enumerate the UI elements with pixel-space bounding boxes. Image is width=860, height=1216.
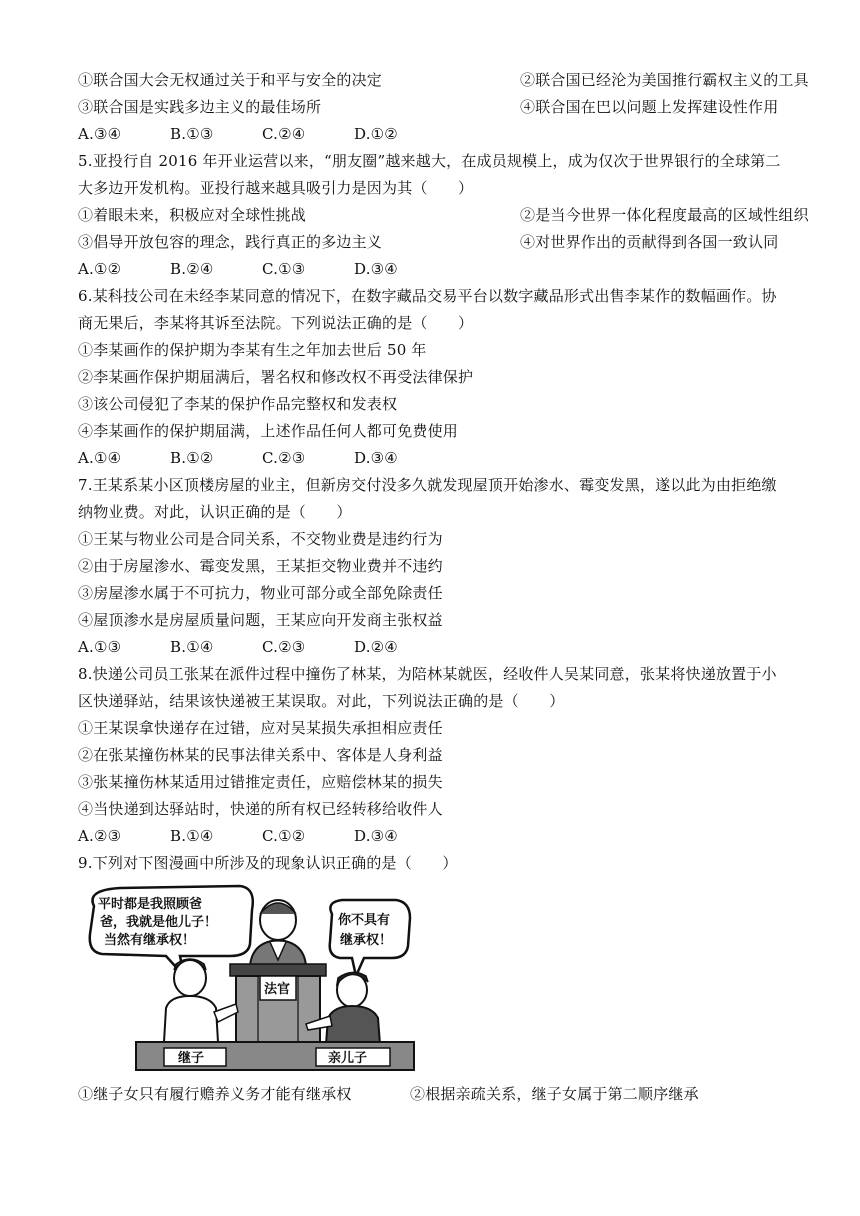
q6-statement-4: ④李某画作的保护期届满，上述作品任何人都可免费使用 — [78, 422, 459, 440]
q8-statement-3: ③张某撞伤林某适用过错推定责任，应赔偿林某的损失 — [78, 773, 443, 791]
left-bubble-line-2: 爸，我就是他儿子！ — [100, 915, 218, 930]
inheritance-cartoon — [80, 884, 420, 1072]
choice-a: A.①④ — [78, 449, 122, 467]
choice-d: D.③④ — [354, 449, 398, 467]
choice-b: B.②④ — [170, 260, 214, 278]
right-bubble-line-2: 继承权！ — [340, 933, 393, 948]
q8-statement-1: ①王某误拿快递存在过错，应对吴某损失承担相应责任 — [78, 719, 443, 737]
q5-stem-line-1: 5.亚投行自 2016 年开业运营以来，“朋友圈”越来越大，在成员规模上，成为仅次于世界银行的全球第二 — [78, 152, 781, 170]
q5-statement-2: ②是当今世界一体化程度最高的区域性组织 — [520, 206, 809, 224]
q6-statement-3: ③该公司侵犯了李某的保护作品完整权和发表权 — [78, 395, 398, 413]
q9-statement-row-1 — [78, 1084, 699, 1104]
q7-stem-line-2: 纳物业费。对此，认识正确的是（ ） — [78, 503, 352, 521]
right-bubble-line-1: 你不具有 — [338, 913, 391, 928]
q8-statement-4: ④当快递到达驿站时，快递的所有权已经转移给收件人 — [78, 800, 443, 818]
judge-podium — [230, 964, 326, 1054]
choice-c: C.①② — [262, 827, 306, 845]
choice-d: D.①② — [354, 125, 398, 143]
q8-stem-line-1: 8.快递公司员工张某在派件过程中撞伤了林某，为陪林某就医，经收件人吴某同意，张某将快递放置于小 — [78, 665, 777, 683]
son-label: 亲儿子 — [328, 1051, 368, 1066]
choice-c: C.②③ — [262, 449, 306, 467]
q7-statement-3: ③房屋渗水属于不可抗力，物业可部分或全部免除责任 — [78, 584, 443, 602]
q8-stem-line-2: 区快递驿站，结果该快递被王某误取。对此，下列说法正确的是（ ） — [78, 692, 565, 710]
q4-statement-row-2 — [78, 97, 779, 117]
q7-stem-line-1: 7.王某系某小区顶楼房屋的业主，但新房交付没多久就发现屋顶开始渗水、霉变发黑，遂以此为由拒绝缴 — [78, 476, 777, 494]
q7-statement-2: ②由于房屋渗水、霉变发黑，王某拒交物业费并不违约 — [78, 557, 443, 575]
q4-statement-4: ④联合国在巴以问题上发挥建设性作用 — [520, 98, 779, 116]
choice-b: B.①④ — [170, 827, 214, 845]
choice-c: C.②④ — [262, 125, 306, 143]
choice-d: D.②④ — [354, 638, 398, 656]
choice-b: B.①④ — [170, 638, 214, 656]
q6-stem-line-2: 商无果后，李某将其诉至法院。下列说法正确的是（ ） — [78, 314, 474, 332]
q5-statement-1: ①着眼未来，积极应对全球性挑战 — [78, 206, 307, 224]
q9-statement-1: ①继子女只有履行赡养义务才能有继承权 — [78, 1085, 352, 1103]
q4-statement-3: ③联合国是实践多边主义的最佳场所 — [78, 98, 322, 116]
q5-statement-3: ③倡导开放包容的理念，践行真正的多边主义 — [78, 233, 383, 251]
q6-statement-1: ①李某画作的保护期为李某有生之年加去世后 50 年 — [78, 341, 427, 359]
q5-statement-row-2 — [78, 232, 779, 252]
q4-statement-2: ②联合国已经沦为美国推行霸权主义的工具 — [520, 71, 809, 89]
q9-stem: 9.下列对下图漫画中所涉及的现象认识正确的是（ ） — [78, 854, 458, 872]
q4-statement-1: ①联合国大会无权通过关于和平与安全的决定 — [78, 71, 383, 89]
q9-statement-2: ②根据亲疏关系，继子女属于第二顺序继承 — [410, 1085, 699, 1103]
choice-d: D.③④ — [354, 827, 398, 845]
q5-choices — [78, 259, 446, 279]
choice-a: A.①③ — [78, 638, 122, 656]
q8-choices — [78, 826, 446, 846]
choice-a: A.①② — [78, 260, 122, 278]
q4-statement-row-1 — [78, 70, 809, 90]
q8-statement-2: ②在张某撞伤林某的民事法律关系中、客体是人身利益 — [78, 746, 443, 764]
q5-stem-line-2: 大多边开发机构。亚投行越来越具吸引力是因为其（ ） — [78, 179, 474, 197]
q4-choices — [78, 124, 446, 144]
q7-choices — [78, 637, 446, 657]
stepson-label: 继子 — [178, 1051, 205, 1066]
left-bubble-line-1: 平时都是我照顾爸 — [98, 897, 203, 912]
choice-b: B.①③ — [170, 125, 214, 143]
q7-statement-4: ④屋顶渗水是房屋质量问题，王某应向开发商主张权益 — [78, 611, 443, 629]
left-bubble-line-3: 当然有继承权！ — [104, 933, 196, 948]
q6-statement-2: ②李某画作保护期届满后，署名权和修改权不再受法律保护 — [78, 368, 474, 386]
choice-d: D.③④ — [354, 260, 398, 278]
judge-sign: 法官 — [264, 982, 291, 997]
q5-statement-4: ④对世界作出的贡献得到各国一致认同 — [520, 233, 779, 251]
q7-statement-1: ①王某与物业公司是合同关系，不交物业费是违约行为 — [78, 530, 443, 548]
choice-a: A.③④ — [78, 125, 122, 143]
choice-c: C.①③ — [262, 260, 306, 278]
stepson-figure — [164, 959, 238, 1042]
choice-c: C.②③ — [262, 638, 306, 656]
choice-a: A.②③ — [78, 827, 122, 845]
q6-stem-line-1: 6.某科技公司在未经李某同意的情况下，在数字藏品交易平台以数字藏品形式出售李某作的数幅画作。协 — [78, 287, 777, 305]
choice-b: B.①② — [170, 449, 214, 467]
judge-figure — [250, 900, 306, 966]
q5-statement-row-1 — [78, 205, 809, 225]
q6-choices — [78, 448, 446, 468]
